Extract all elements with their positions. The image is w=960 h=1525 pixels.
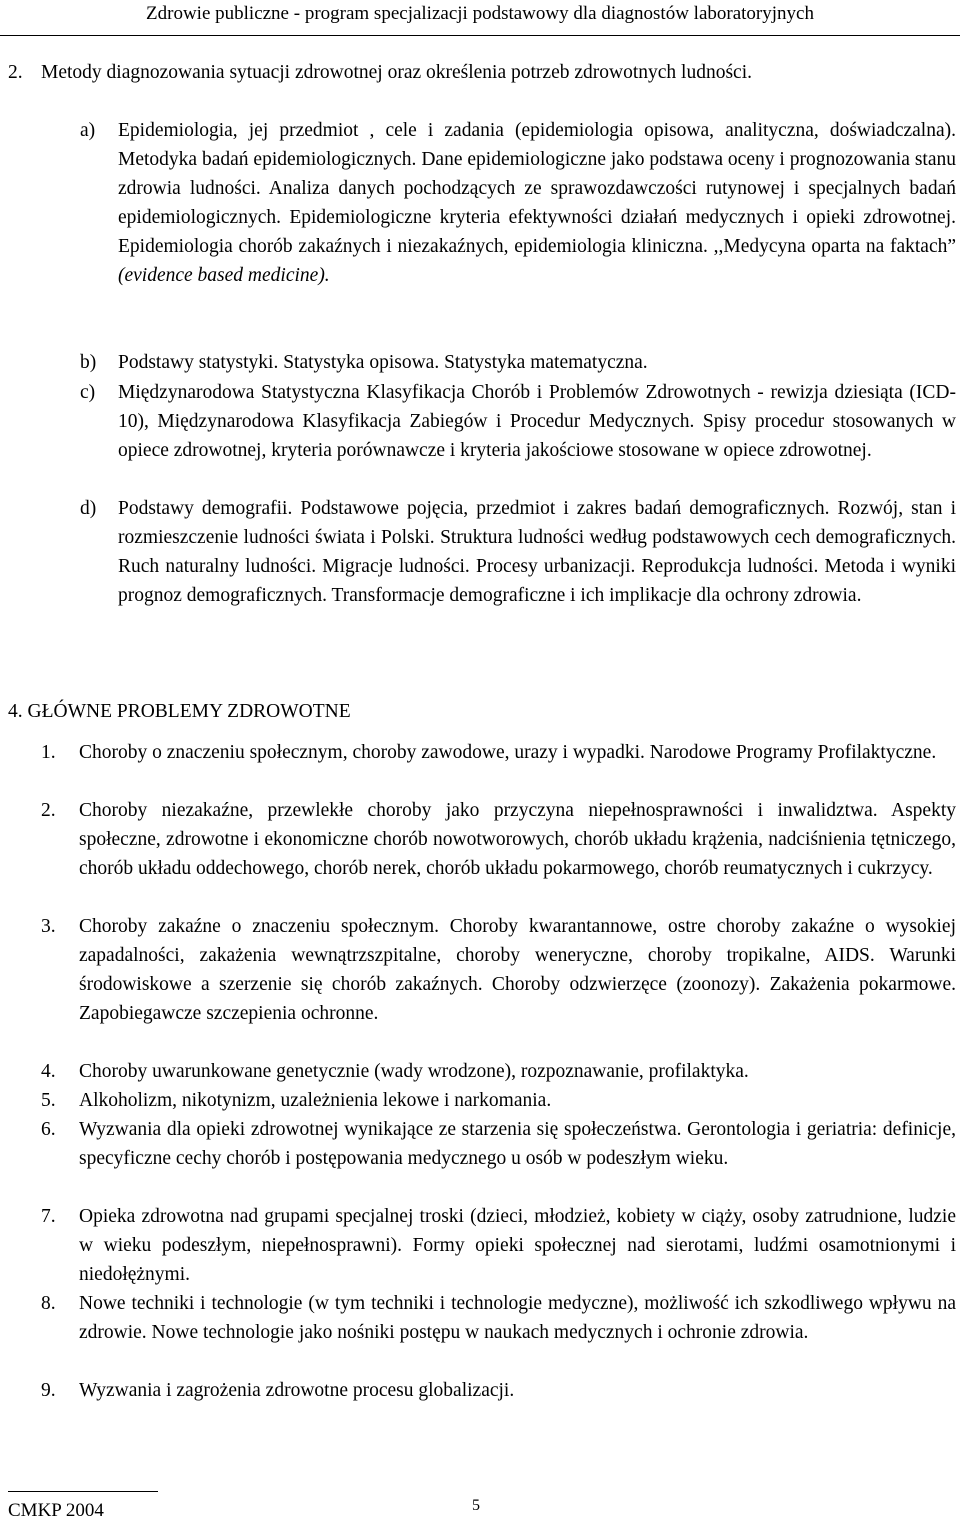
list-item-5-text: Alkoholizm, nikotynizm, uzależnienia lekowe i narkomania. — [79, 1090, 552, 1111]
item-c-marker: c) — [80, 382, 96, 403]
list-item-6-marker: 6. — [41, 1119, 56, 1140]
item-a-marker: a) — [80, 120, 96, 141]
list-item-3-marker: 3. — [41, 916, 56, 937]
item-d-text: Podstawy demografii. Podstawowe pojęcia, przedmiot i zakres badań demograficznych. Rozwój, stan i rozmieszczenie ludności świata i Polski. Struktura ludności według podstawowych cech demograficznych. Ruch naturalny ludności. Migracje ludności. Procesy urbanizacji. Reprodukcja ludności. Metoda i wyniki prognoz demograficznych. Transformacje demograficzne i ich implikacje dla ochrony zdrowia. — [118, 498, 956, 607]
footer-publisher: CMKP 2004 — [8, 1500, 104, 1521]
section-2-number: 2. — [8, 62, 23, 83]
section-4-heading: 4. GŁÓWNE PROBLEMY ZDROWOTNE — [8, 701, 351, 722]
list-item-2-text: Choroby niezakaźne, przewlekłe choroby jako przyczyna niepełnosprawności i inwalidztwa. Aspekty społeczne, zdrowotne i ekonomiczne chorób nowotworowych, chorób układu krążenia, nadciśnienia tętniczego, chorób układu oddechowego, chorób nerek, chorób układu pokarmowego, chorób reumatycznych i cukrzycy. — [79, 800, 956, 880]
list-item-4-marker: 4. — [41, 1061, 56, 1082]
list-item-7-marker: 7. — [41, 1206, 56, 1227]
list-item-3-text: Choroby zakaźne o znaczeniu społecznym. Choroby kwarantannowe, ostre choroby zakaźne o wysokiej zapadalności, zakażenia wewnątrzszpitalne, choroby weneryczne, choroby tropikalne, AIDS. Warunki środowiskowe a szerzenie się chorób zakaźnych. Choroby odzwierzęce (zoonozy). Zakażenia pokarmowe. Zapobiegawcze szczepienia ochronne. — [79, 916, 956, 1025]
list-item-9-text: Wyzwania i zagrożenia zdrowotne procesu globalizacji. — [79, 1380, 515, 1401]
footer-rule — [8, 1491, 158, 1492]
list-item-4-text: Choroby uwarunkowane genetycznie (wady wrodzone), rozpoznawanie, profilaktyka. — [79, 1061, 749, 1082]
list-item-5-marker: 5. — [41, 1090, 56, 1111]
item-d-marker: d) — [80, 498, 97, 519]
list-item-7-text: Opieka zdrowotna nad grupami specjalnej troski (dzieci, młodzież, kobiety w ciąży, osoby zatrudnione, ludzie w wieku podeszłym, niepełnosprawni). Formy opieki społecznej nad sierotami, ludźmi osamotnionymi i niedołężnymi. — [79, 1206, 956, 1286]
list-item-2-marker: 2. — [41, 800, 56, 821]
section-2-title: Metody diagnozowania sytuacji zdrowotnej oraz określenia potrzeb zdrowotnych ludności. — [41, 62, 752, 83]
running-header — [0, 0, 960, 36]
item-b-marker: b) — [80, 352, 97, 373]
list-item-8-marker: 8. — [41, 1293, 56, 1314]
list-item-1-text: Choroby o znaczeniu społecznym, choroby zawodowe, urazy i wypadki. Narodowe Programy Profilaktyczne. — [79, 742, 937, 763]
list-item-9-marker: 9. — [41, 1380, 56, 1401]
item-a-body: Epidemiologia, jej przedmiot , cele i zadania (epidemiologia opisowa, analityczna, doświadczalna). Metodyka badań epidemiologicznych. Dane epidemiologiczne jako podstawa oceny i prognozowania stanu zdrowia ludności. Analiza danych pochodzących ze sprawozdawczości rutynowej i specjalnych badań epidemiologicznych. Epidemiologiczne kryteria efektywności działań medycznych i opieki zdrowotnej. Epidemiologia chorób zakaźnych i niezakaźnych, epidemiologia kliniczna. ,,Medycyna oparta na faktach” — [118, 120, 956, 258]
item-a-italic: (evidence based medicine). — [118, 265, 330, 287]
running-title: Zdrowie publiczne - program specjalizacji podstawowy dla diagnostów laboratoryjnych — [146, 3, 814, 24]
list-item-8-text: Nowe techniki i technologie (w tym techniki i technologie medyczne), możliwość ich szkodliwego wpływu na zdrowie. Nowe technologie jako nośniki postępu w naukach medycznych i ochronie zdrowia. — [79, 1293, 956, 1344]
item-b-text: Podstawy statystyki. Statystyka opisowa. Statystyka matematyczna. — [118, 352, 648, 373]
list-item-1-marker: 1. — [41, 742, 56, 763]
list-item-6-text: Wyzwania dla opieki zdrowotnej wynikające ze starzenia się społeczeństwa. Gerontologia i geriatria: definicje, specyficzne cechy chorób i postępowania medycznego u osób w podeszłym wieku. — [79, 1119, 956, 1170]
item-c-text: Międzynarodowa Statystyczna Klasyfikacja Chorób i Problemów Zdrowotnych - rewizja dziesiąta (ICD-10), Międzynarodowa Klasyfikacja Zabiegów i Procedur Medycznych. Spisy procedur stosowanych w opiece zdrowotnej, kryteria porównawcze i kryteria jakościowe stosowane w opiece zdrowotnej. — [118, 382, 956, 462]
item-a-text — [118, 116, 956, 291]
page-number: 5 — [472, 1497, 480, 1514]
